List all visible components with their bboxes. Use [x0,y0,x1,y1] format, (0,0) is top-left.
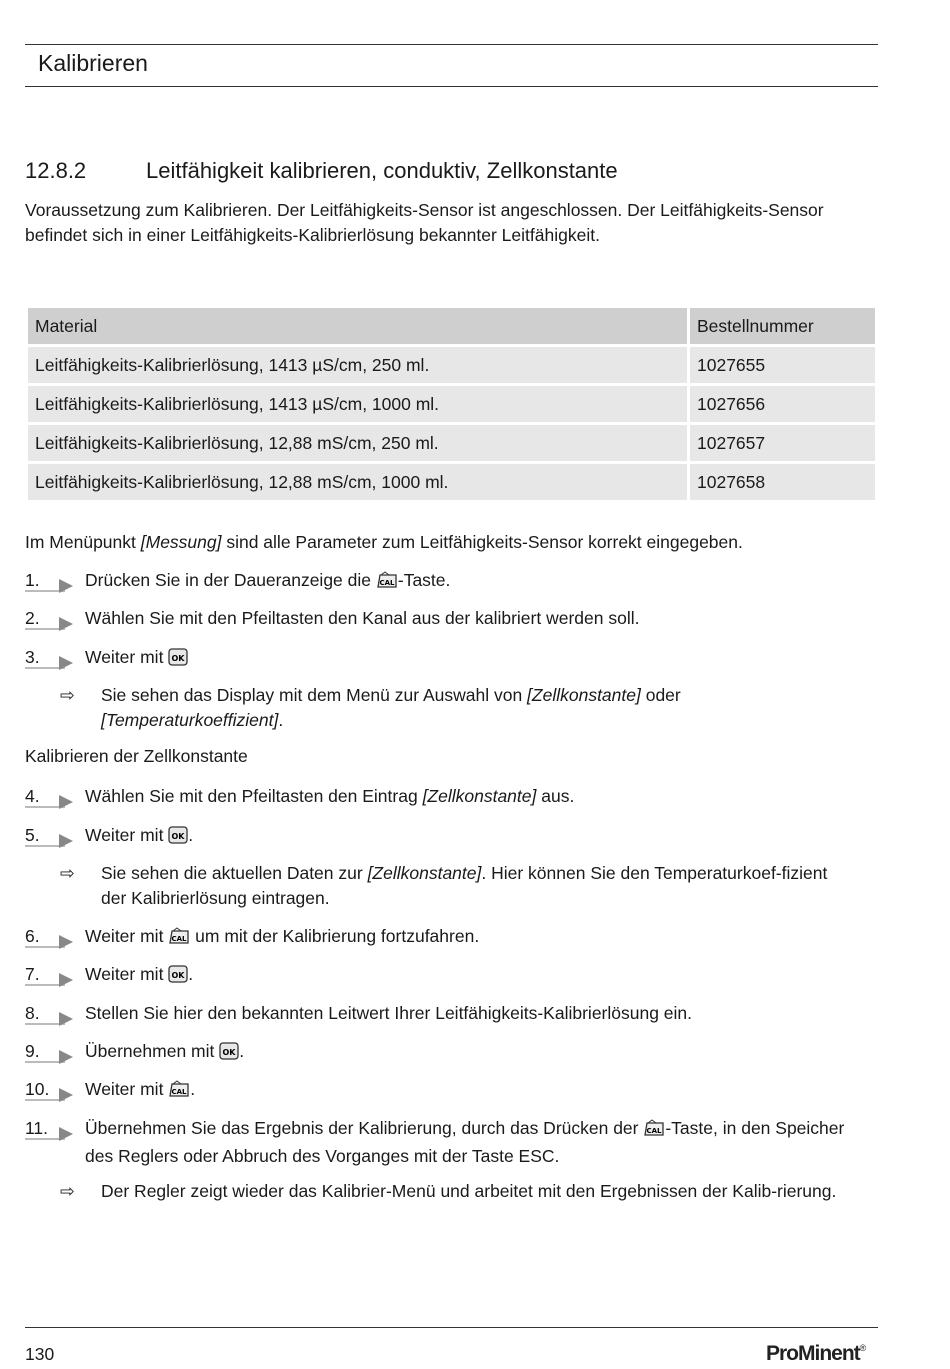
menu-reference: [Zellkonstante] [422,786,537,806]
menu-reference: [Zellkonstante] [527,685,641,705]
step-number: 7. [25,964,40,984]
step-text: . [190,1079,196,1099]
result-text: . Hier können Sie den Temperaturkoef-fizient der Kalibrierlösung eintragen. [101,863,828,908]
table-row [28,464,875,500]
table-cell-material: Leitfähigkeits-Kalibrierlösung, 1413 µS/cm, 250 ml. [28,347,687,383]
ok-key-icon [168,648,188,673]
table-cell-order-number: 1027656 [690,386,875,422]
menu-reference: [Temperaturkoeffizient] [101,710,279,730]
step-text: Weiter mit [85,964,169,984]
header-top-rule [25,44,878,45]
step-text: Weiter mit [85,1079,169,1099]
step-text: Wählen Sie mit den Pfeiltasten den Eintrag [85,786,423,806]
step-text: -Taste, in den Speicher des Reglers oder Abbruch des Vorganges mit der Taste ESC. [85,1118,845,1166]
ok-key-label: OK [171,971,185,980]
result-arrow-icon: ⇨ [60,863,75,883]
menu-note-text: Im Menüpunkt [25,532,141,552]
section-number: 12.8.2 [25,158,87,183]
step-text: . [188,825,194,845]
ok-key-label: OK [171,832,185,841]
result-arrow-icon: ⇨ [60,1181,75,1201]
table-cell-order-number: 1027655 [690,347,875,383]
step-number: 11. [25,1118,49,1138]
logo-text: ProMinent [766,1342,860,1365]
footer-rule [25,1327,878,1328]
step-number: 2. [25,608,40,628]
result-text: . [278,710,284,730]
step-number: 4. [25,786,40,806]
result-text: Sie sehen das Display mit dem Menü zur Auswahl von [101,685,528,705]
table-row [28,386,875,422]
step-text: . [239,1041,245,1061]
result-text: Der Regler zeigt wieder das Kalibrier-Menü und arbeitet mit den Ergebnissen der Kalib-rierung. [101,1181,837,1201]
step-text: . [188,964,194,984]
table-header-material: Material [28,308,687,344]
step-text: aus. [536,786,575,806]
table-row [28,425,875,461]
cal-key-icon [168,1080,190,1105]
table-cell-material: Leitfähigkeits-Kalibrierlösung, 1413 µS/cm, 1000 ml. [28,386,687,422]
cal-key-label: CAL [171,1088,187,1096]
intro-paragraph: Voraussetzung zum Kalibrieren. Der Leitfähigkeits-Sensor ist angeschlossen. Der Leitfähigkeits-Sensor befindet sich in einer Leitfähigkeits-Kalibrierlösung bekannter Leitfähigkeit. [25,200,824,245]
section-title: Leitfähigkeit kalibrieren, conduktiv, Zellkonstante [146,158,618,183]
step-text: um mit der Kalibrierung fortzufahren. [190,926,480,946]
table-row [28,347,875,383]
menu-reference: [Zellkonstante] [367,863,482,883]
step-number: 10. [25,1079,50,1099]
ok-key-icon [219,1042,239,1067]
result-arrow-icon: ⇨ [60,685,75,705]
table-header-row [28,308,875,344]
table-header-order-number: Bestellnummer [690,308,875,344]
result-text: oder [640,685,681,705]
table-cell-material: Leitfähigkeits-Kalibrierlösung, 12,88 mS/cm, 1000 ml. [28,464,687,500]
table-cell-order-number: 1027658 [690,464,875,500]
step-text: Stellen Sie hier den bekannten Leitwert Ihrer Leitfähigkeits-Kalibrierlösung ein. [85,1003,693,1023]
material-table [25,305,878,503]
cal-key-label: CAL [379,579,395,587]
step-number: 8. [25,1003,40,1023]
step-text: Weiter mit [85,825,169,845]
cal-key-icon [376,571,398,596]
step-text: Wählen Sie mit den Pfeiltasten den Kanal aus der kalibriert werden soll. [85,608,640,628]
step-text: Weiter mit [85,647,169,667]
cal-key-icon [643,1119,665,1144]
page-number: 130 [25,1344,55,1364]
step-number: 1. [25,570,40,590]
cal-key-label: CAL [646,1127,662,1135]
step-text: Übernehmen Sie das Ergebnis der Kalibrierung, durch das Drücken der [85,1118,644,1138]
ok-key-icon [168,826,188,851]
header-bottom-rule [25,86,878,87]
section-heading [25,158,618,184]
step-text: -Taste. [397,570,451,590]
cal-key-label: CAL [171,935,187,943]
step-text: Übernehmen mit [85,1041,220,1061]
header-title: Kalibrieren [38,50,148,76]
step-number: 5. [25,825,40,845]
menu-note [25,530,875,555]
ok-key-label: OK [222,1048,236,1057]
ok-key-icon [168,965,188,990]
step-number: 6. [25,926,40,946]
step-text: Weiter mit [85,926,169,946]
subheading: Kalibrieren der Zellkonstante [25,746,248,766]
ok-key-label: OK [171,654,185,663]
cal-key-icon [168,927,190,952]
logo-registered-mark: ® [859,1343,867,1353]
table-cell-material: Leitfähigkeits-Kalibrierlösung, 12,88 mS/cm, 250 ml. [28,425,687,461]
table-cell-order-number: 1027657 [690,425,875,461]
prominent-logo [766,1342,866,1366]
menu-reference: [Messung] [140,532,222,552]
step-text: Drücken Sie in der Daueranzeige die [85,570,376,590]
step-number: 9. [25,1041,40,1061]
result-text: Sie sehen die aktuellen Daten zur [101,863,368,883]
menu-note-text: sind alle Parameter zum Leitfähigkeits-Sensor korrekt eingegeben. [221,532,743,552]
step-number: 3. [25,647,40,667]
